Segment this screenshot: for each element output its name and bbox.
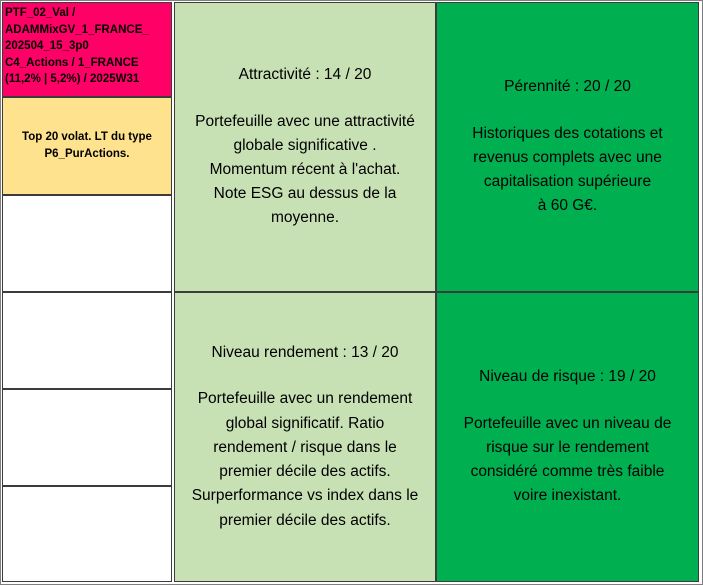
empty-cell: [2, 486, 172, 582]
attractivite-line: Momentum récent à l'achat.: [209, 161, 401, 178]
rendement-line: global significatif. Ratio: [225, 414, 385, 432]
risque-line: voire inexistant.: [513, 487, 622, 505]
portfolio-title-line: 202504_15_3p0: [5, 40, 89, 53]
portfolio-title-line: PTF_02_Val /: [5, 7, 76, 19]
empty-cell: [2, 195, 172, 292]
attractivite-line: moyenne.: [270, 209, 340, 227]
portfolio-type-cell: [2, 97, 172, 195]
risque-score: Niveau de risque : 19 / 20: [479, 368, 656, 386]
rendement-line: rendement / risque dans le: [213, 438, 397, 456]
attractivite-line: Note ESG au dessus de la: [213, 185, 397, 203]
portfolio-title-line: ADAMMixGV_1_FRANCE_: [5, 23, 149, 36]
portfolio-title-line: C4_Actions / 1_FRANCE: [5, 56, 139, 69]
attractivite-line: Portefeuille avec une attractivité: [195, 112, 415, 130]
perennite-line: revenus complets avec une: [473, 148, 662, 166]
rendement-description: [192, 387, 419, 532]
empty-cell: [2, 389, 172, 486]
rendement-line: premier décile des actifs.: [219, 511, 391, 529]
rendement-line: Surperformance vs index dans le: [191, 487, 419, 505]
attractivite-line: globale significative .: [233, 136, 377, 154]
perennite-cell: [436, 2, 699, 292]
rendement-line: premier décile des actifs.: [219, 463, 391, 481]
risque-description: [464, 412, 672, 509]
empty-cell: [2, 292, 172, 389]
risque-line: risque sur le rendement: [486, 438, 649, 456]
risque-line: Portefeuille avec un niveau de: [463, 414, 672, 432]
attractivite-description: [195, 110, 415, 231]
portfolio-title-cell: [2, 2, 172, 97]
rendement-cell: [174, 292, 436, 582]
rendement-line: Portefeuille avec un rendement: [197, 390, 413, 408]
attractivite-score: Attractivité : 14 / 20: [238, 66, 372, 84]
perennite-score: Pérennité : 20 / 20: [504, 78, 631, 96]
perennite-description: [472, 122, 662, 219]
perennite-line: à 60 G€.: [537, 197, 598, 215]
risque-cell: [436, 292, 699, 582]
perennite-line: Historiques des cotations et: [472, 124, 663, 142]
risque-line: considéré comme très faible: [470, 463, 665, 481]
portfolio-title-line: (11,2% | 5,2%) / 2025W31: [5, 73, 140, 86]
portfolio-type-line: Top 20 volat. LT du type: [22, 131, 152, 144]
perennite-line: capitalisation supérieure: [483, 173, 652, 191]
rendement-score: Niveau rendement : 13 / 20: [211, 344, 399, 362]
attractivite-cell: [174, 2, 436, 292]
portfolio-type-line: P6_PurActions.: [44, 148, 130, 160]
